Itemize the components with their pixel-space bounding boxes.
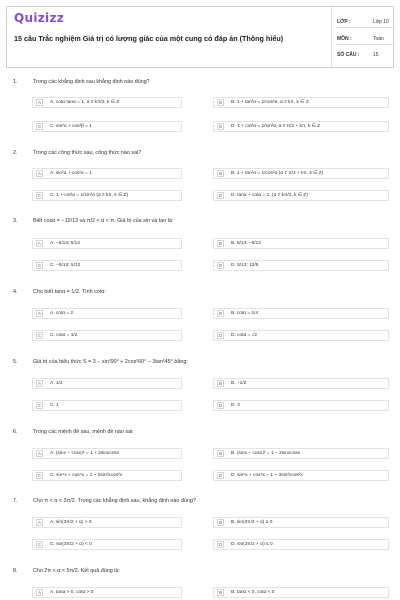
option-letter-c: C [37,333,42,338]
option-text: B. sin(3π/2 + α) ≥ 0 [231,520,273,525]
option-letter-b: B [218,590,222,595]
quizizz-logo: Quizizz [14,11,65,25]
option-text: B. 1 + tan²α = 1/cos²α (α ≠ π/2 + kπ, k ∈ Z) [231,171,324,176]
question-text: Cho π < α < 3π/2. Trong các khẳng định sau, khẳng định nào đúng? [33,498,196,504]
answer-option-a[interactable] [32,97,182,108]
option-letter-b: B [218,171,222,176]
option-text: C. 1 [50,403,59,408]
question-text: Trong các công thức sau, công thức nào sai? [33,150,142,156]
worksheet-header [6,6,394,68]
question-text: Trong các khẳng định sau khẳng định nào đúng? [33,79,150,85]
option-text: B. tanα < 0, cotα < 0 [231,590,275,595]
answer-option-b[interactable] [213,448,389,459]
option-letter-a: A [37,381,41,386]
question-number: 4. [13,289,18,295]
option-letter-d: D [218,403,223,408]
answer-option-b[interactable] [213,308,389,319]
option-text: B. (sinx − cosx)² = 1 − 2sinxcosx [231,451,301,456]
meta-divider [337,27,393,28]
option-text: C. −5/13; 5/12 [50,263,81,268]
question-text: Giá trị của biểu thức S = 3 − sin²90° + 2cos²60° − 3tan²45° bằng: [33,359,188,365]
question-text: Biết cosα = −12/13 và π/2 < α < π. Giá trị của sin và tan là: [33,218,174,224]
option-letter-c: C [37,263,42,268]
option-text: A. 1/2 [50,381,63,386]
question-number: 1. [13,79,18,85]
answer-option-a[interactable] [32,168,182,179]
answer-option-d[interactable] [213,190,389,201]
option-text: D. tanα + cotα = 1, (α ≠ kπ/2, k ∈ Z) [231,193,308,198]
option-letter-b: B [218,100,222,105]
answer-option-b[interactable] [213,97,389,108]
answer-option-a[interactable] [32,308,182,319]
answer-option-b[interactable] [213,238,389,249]
option-letter-b: B [218,311,222,316]
option-letter-d: D [218,542,223,547]
option-letter-b: B [218,241,222,246]
option-letter-c: C [37,124,42,129]
option-text: D. 1 + cot²α = 1/sin²α, α ≠ π/2 + kπ, k ∈ Z [231,124,321,129]
page-title: 15 câu Trắc nghiệm Giá trị có lượng giác của một cung có đáp án (Thông hiểu) [14,34,284,43]
answer-option-d[interactable] [213,121,389,132]
option-text: A. −5/13; 5/12 [50,241,81,246]
option-letter-a: A [37,451,41,456]
meta-label: SỐ CÂU : [337,52,360,58]
option-text: C. cotα = 1/2 [50,333,78,338]
question-number: 3. [13,218,18,224]
option-letter-a: A [37,171,41,176]
answer-option-a[interactable] [32,448,182,459]
question-text: Cho biết tanα = 1/2. Tính cotα: [33,289,106,295]
option-letter-a: A [37,311,41,316]
option-text: A. (sinx − cosx)² = 1 + 2sinxcosx [50,451,120,456]
answer-option-d[interactable] [213,330,389,341]
meta-value: Toán [373,36,384,42]
meta-label: LỚP : [337,19,351,25]
question-number: 7. [13,498,18,504]
option-letter-d: D [218,263,223,268]
answer-option-d[interactable] [213,470,389,481]
answer-option-d[interactable] [213,400,389,411]
answer-option-c[interactable] [32,330,182,341]
option-text: C. sin⁴x + cos⁴x = 1 − 2sin²xcos²x [50,473,122,478]
option-text: C. sin(3π/2 + α) < 0 [50,542,92,547]
option-letter-c: C [37,193,42,198]
option-text: B. 5/13; −5/12 [231,241,262,246]
option-letter-a: A [37,590,41,595]
option-text: C. 1 + cot²α = 1/sin²α (α ≠ kπ, k ∈ Z) [50,193,129,198]
option-text: D. 5/13; 12/5 [231,263,259,268]
question-number: 6. [13,429,18,435]
meta-value: Lớp 10 [373,19,389,25]
option-letter-a: A [37,100,41,105]
answer-option-a[interactable] [32,517,182,528]
answer-option-b[interactable] [213,517,389,528]
question-number: 5. [13,359,18,365]
option-letter-c: C [37,542,42,547]
answer-option-a[interactable] [32,238,182,249]
option-text: C. sin²α + cos²β = 1 [50,124,93,129]
option-text: A. sin(3π/2 + α) > 0 [50,520,92,525]
option-text: D. 3 [231,403,240,408]
option-letter-c: C [37,403,42,408]
option-letter-d: D [218,193,223,198]
option-letter-c: C [37,473,42,478]
option-letter-a: A [37,241,41,246]
option-letter-b: B [218,451,222,456]
option-text: D. sin(3π/2 + α) ≤ 0 [231,542,273,547]
meta-value: 15 [373,52,379,58]
answer-option-d[interactable] [213,260,389,271]
option-text: A. tanα > 0, cotα > 0 [50,590,94,595]
question-number: 2. [13,150,18,156]
option-letter-b: B [218,520,222,525]
answer-option-a[interactable] [32,378,182,389]
question-text: Trong các mệnh đề sau, mệnh đề nào sai: [33,429,134,435]
option-text: D. cotα = √2 [231,333,258,338]
option-letter-d: D [218,124,223,129]
answer-option-c[interactable] [32,470,182,481]
option-letter-d: D [218,473,223,478]
option-text: B. 1 + tan²α = 1/cos²α, α ≠ kπ, k ∈ Z [231,100,309,105]
answer-option-c[interactable] [32,190,182,201]
answer-option-a[interactable] [32,587,182,598]
answer-option-c[interactable] [32,539,182,550]
option-text: D. sin⁶x + cos⁶x = 1 + 3sin²xcos²x [231,473,303,478]
option-text: A. sin²α + cos²α = 1 [50,171,92,176]
option-letter-a: A [37,520,41,525]
option-text: A. cotα = 2 [50,311,74,316]
option-text: A. cotα tanα = 1, α ≠ kπ/2, k ∈ Z [50,100,120,105]
option-letter-b: B [218,381,222,386]
answer-option-c[interactable] [32,260,182,271]
answer-option-d[interactable] [213,539,389,550]
answer-option-b[interactable] [213,378,389,389]
question-number: 8. [13,568,18,574]
answer-option-b[interactable] [213,587,389,598]
answer-option-c[interactable] [32,400,182,411]
answer-option-b[interactable] [213,168,389,179]
option-text: B. cotα = 1/4 [231,311,259,316]
meta-divider [337,44,393,45]
option-text: B. −1/2 [231,381,247,386]
option-letter-d: D [218,333,223,338]
question-text: Cho 2π < α < 5π/2. Kết quả đúng là: [33,568,120,574]
meta-label: MÔN : [337,36,352,42]
header-divider [331,7,332,67]
answer-option-c[interactable] [32,121,182,132]
